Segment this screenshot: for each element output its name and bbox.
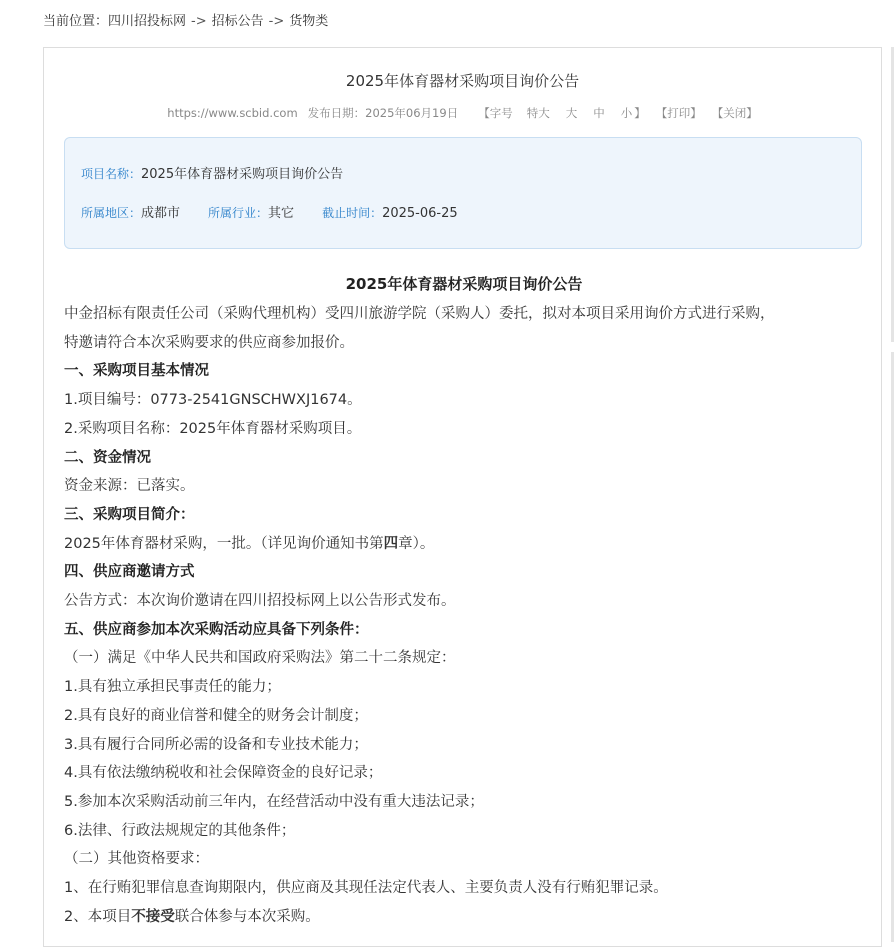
project-name-value: 2025年体育器材采购项目询价公告 bbox=[141, 167, 344, 182]
site-url: https://www.scbid.com bbox=[167, 106, 298, 120]
list-item: 2、本项目不接受联合体参与本次采购。 bbox=[64, 908, 320, 925]
subsection-title: （一）满足《中华人民共和国政府采购法》第二十二条规定： bbox=[64, 650, 456, 667]
font-size-label: 【字号 bbox=[478, 106, 513, 120]
font-size-large-button[interactable]: 大 bbox=[565, 106, 578, 120]
list-item: 1、在行贿犯罪信息查询期限内，供应商及其现任法定代表人、主要负责人没有行贿犯罪记录。 bbox=[64, 880, 668, 897]
project-info-box bbox=[64, 137, 862, 249]
invitation-method: 公告方式：本次询价邀请在四川招投标网上以公告形式发布。 bbox=[64, 593, 456, 610]
content-heading: 2025年体育器材采购项目询价公告 bbox=[345, 275, 583, 293]
industry-value: 其它 bbox=[268, 206, 295, 221]
list-item: 1.具有独立承担民事责任的能力； bbox=[64, 679, 281, 696]
section-title: 一、采购项目基本情况 bbox=[64, 363, 209, 380]
region-value: 成都市 bbox=[141, 206, 181, 221]
font-size-small-button[interactable]: 小 bbox=[620, 106, 633, 120]
section-title: 五、供应商参加本次采购活动应具备下列条件： bbox=[64, 621, 369, 638]
deadline-label: 截止时间： bbox=[322, 206, 383, 220]
info-row-name bbox=[81, 164, 343, 185]
font-size-medium-button[interactable]: 中 bbox=[593, 106, 605, 120]
subsection-title: （二）其他资格要求： bbox=[64, 851, 209, 868]
project-name-line: 2.采购项目名称：2025年体育器材采购项目。 bbox=[64, 420, 362, 437]
list-item: 3.具有履行合同所必需的设备和专业技术能力； bbox=[64, 736, 368, 753]
breadcrumb-link-home[interactable]: 四川招投标网 bbox=[108, 14, 187, 29]
print-link[interactable]: 【打印】 bbox=[655, 106, 702, 120]
section-title: 二、资金情况 bbox=[64, 449, 151, 466]
list-item: 4.具有依法缴纳税收和社会保障资金的良好记录； bbox=[64, 765, 383, 782]
article-panel bbox=[43, 47, 882, 947]
sidebar-edge-top bbox=[891, 47, 894, 342]
sidebar-edge-bottom bbox=[891, 352, 894, 942]
intro-line: 中金招标有限责任公司（采购代理机构）受四川旅游学院（采购人）委托，拟对本项目采用询价方式进行采购， bbox=[64, 306, 775, 322]
article-title: 2025年体育器材采购项目询价公告 bbox=[345, 72, 580, 90]
list-item: 6.法律、行政法规规定的其他条件； bbox=[64, 822, 296, 839]
info-row-details bbox=[81, 203, 486, 224]
fund-source: 资金来源：已落实。 bbox=[64, 478, 195, 495]
publish-date: 发布日期：2025年06月19日 bbox=[307, 106, 459, 120]
article-meta bbox=[44, 104, 881, 122]
list-item: 5.参加本次采购活动前三年内，在经营活动中没有重大违法记录； bbox=[64, 793, 484, 810]
project-number: 1.项目编号：0773-2541GNSCHWXJ1674。 bbox=[64, 392, 362, 409]
breadcrumb-separator: -> bbox=[268, 14, 285, 29]
project-summary: 2025年体育器材采购，一批。（详见询价通知书第四章）。 bbox=[64, 535, 435, 552]
breadcrumb bbox=[43, 12, 328, 32]
font-size-xlarge-button[interactable]: 特大 bbox=[526, 106, 550, 120]
section-title: 三、采购项目简介： bbox=[64, 506, 195, 523]
font-size-close: 】 bbox=[634, 106, 646, 120]
intro-line: 特邀请符合本次采购要求的供应商参加报价。 bbox=[64, 334, 354, 351]
section-title: 四、供应商邀请方式 bbox=[64, 564, 195, 581]
deadline-value: 2025-06-25 bbox=[382, 206, 458, 221]
close-link[interactable]: 【关闭】 bbox=[711, 106, 758, 120]
breadcrumb-prefix: 当前位置： bbox=[43, 14, 109, 29]
article-body bbox=[64, 268, 864, 931]
industry-label: 所属行业： bbox=[208, 206, 269, 220]
breadcrumb-separator: -> bbox=[191, 14, 207, 29]
breadcrumb-link-notices[interactable]: 招标公告 bbox=[211, 14, 264, 29]
breadcrumb-link-goods[interactable]: 货物类 bbox=[289, 14, 329, 29]
region-label: 所属地区： bbox=[81, 206, 142, 220]
list-item: 2.具有良好的商业信誉和健全的财务会计制度； bbox=[64, 707, 368, 724]
project-name-label: 项目名称： bbox=[81, 167, 142, 181]
